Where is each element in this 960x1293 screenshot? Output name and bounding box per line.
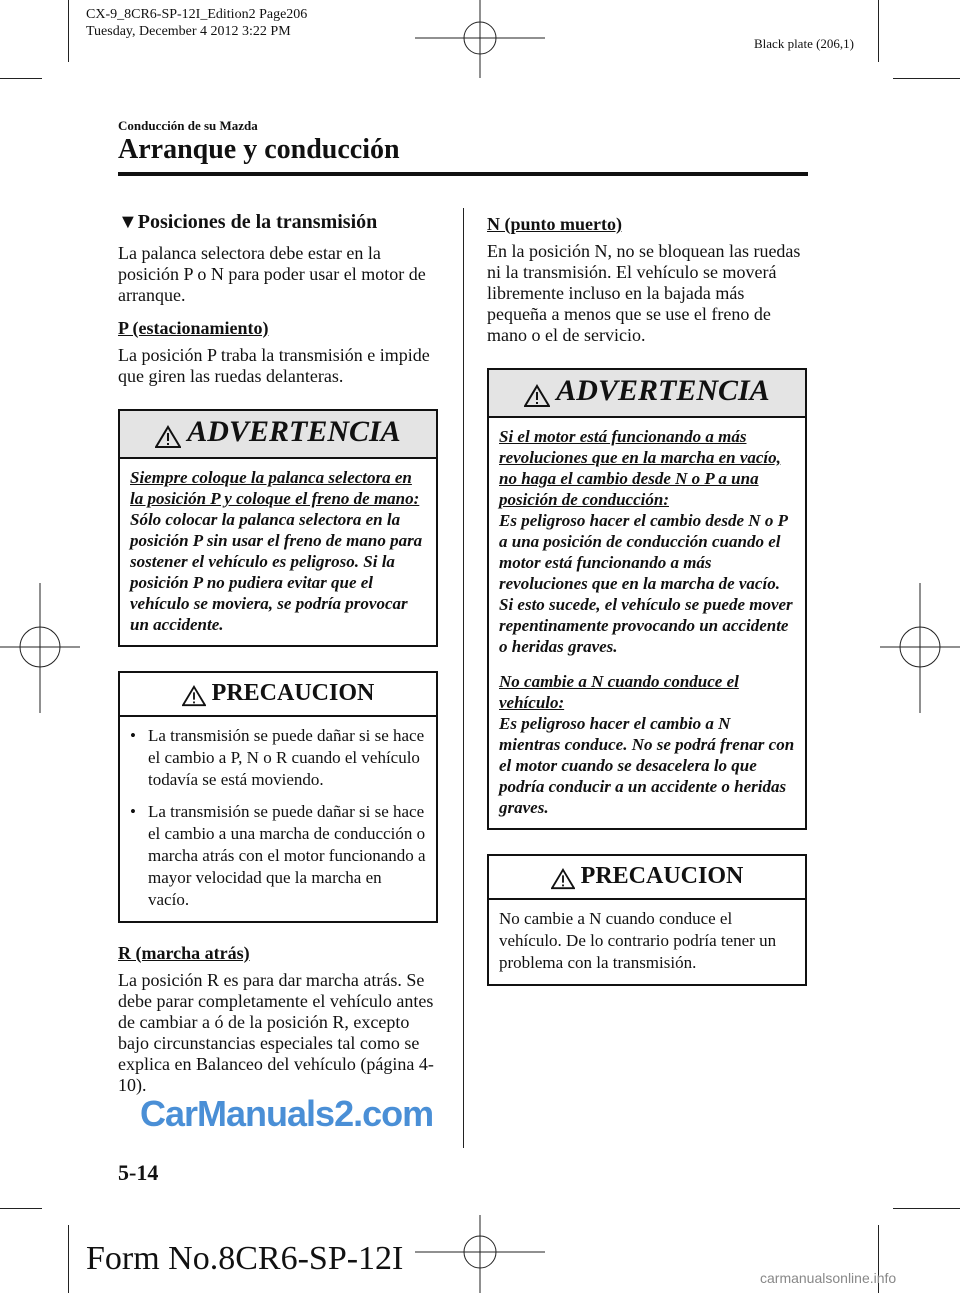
warning-triangle-icon (551, 868, 575, 890)
warning-box-left (118, 409, 438, 647)
caution-text: No cambie a N cuando conduce el vehículo. De lo contrario podría tener un problema con la transmisión. (499, 908, 777, 972)
section-heading (118, 212, 438, 233)
page-number: 5-14 (118, 1160, 159, 1185)
warning-body (120, 459, 436, 645)
crop-mark (893, 1208, 960, 1209)
caution-item-text: La transmisión se puede dañar si se hace el cambio a P, N o R cuando el vehículo todavía se está moviendo. (148, 725, 425, 789)
crop-mark (893, 78, 960, 79)
left-column (118, 212, 438, 1108)
caution-header (120, 673, 436, 717)
right-column (487, 214, 807, 1010)
caution-header (489, 856, 805, 900)
watermark-logo: CarManuals2.com (140, 1093, 434, 1134)
warning-header (489, 370, 805, 418)
watermark-site: carmanualsonline.info (760, 1270, 897, 1286)
n-paragraph: En la posición N, no se bloquean las ruedas ni la transmisión. El vehículo se moverá libremente incluso en la bajada más pequeña a menos que se use el freno de mano o el de servicio. (487, 241, 801, 345)
section-label: Conducción de su Mazda (118, 118, 258, 133)
triangle-down-icon: ▼ (118, 211, 138, 233)
caution-label: PRECAUCION (211, 679, 375, 706)
warning-triangle-icon (182, 685, 206, 707)
page-title: Arranque y conducción (118, 134, 400, 165)
warning-label: ADVERTENCIA (556, 374, 770, 407)
print-header-line1: CX-9_8CR6-SP-12I_Edition2 Page206 (86, 7, 308, 22)
caution-box-left (118, 671, 438, 923)
registration-mark-right (880, 583, 960, 713)
registration-mark-bottom (415, 1215, 545, 1293)
registration-mark-left (0, 583, 80, 713)
title-rule (118, 172, 808, 176)
intro-paragraph: La palanca selectora debe estar en la posición P o N para poder usar el motor de arranque. (118, 243, 426, 305)
crop-mark (68, 1225, 69, 1293)
print-header-line2: Tuesday, December 4 2012 3:22 PM (86, 24, 291, 39)
caution-box-right (487, 854, 807, 986)
p-paragraph: La posición P traba la transmisión e impide que giren las ruedas delanteras. (118, 345, 430, 386)
caution-item (130, 725, 426, 791)
p-heading: P (estacionamiento) (118, 318, 269, 338)
caution-body (120, 717, 436, 921)
warning-text: Es peligroso hacer el cambio desde N o P a una posición de conducción cuando el motor está funcionando a más revoluciones que en la marcha de vacío. Si esto sucede, el vehículo se puede mover repentinamente provocando un accidente o heridas graves. (499, 510, 793, 656)
column-divider (463, 208, 464, 1148)
section-heading-text: Posiciones de la transmisión (137, 211, 378, 233)
crop-mark (68, 0, 69, 62)
warning-lead: Siempre coloque la palanca selectora en la posición P y coloque el freno de mano: (130, 467, 420, 508)
form-number: Form No.8CR6-SP-12I (86, 1240, 404, 1277)
bullet-icon: • (130, 801, 136, 821)
warning-box-right (487, 368, 807, 830)
plate-label: Black plate (206,1) (754, 36, 854, 51)
warning-lead: Si el motor está funcionando a más revoluciones que en la marcha en vacío, no haga el cambio desde N o P a una posición de conducción: (499, 426, 781, 509)
warning-body (489, 418, 805, 828)
warning-text: Es peligroso hacer el cambio a N mientras conduce. No se podrá frenar con el motor cuando se desacelera lo que podría conducir a un accidente o heridas graves. (499, 713, 795, 817)
r-heading: R (marcha atrás) (118, 942, 250, 963)
crop-mark (0, 78, 42, 79)
warning-triangle-icon (155, 425, 181, 449)
crop-mark (0, 1208, 42, 1209)
caution-item (130, 801, 426, 911)
caution-item-text: La transmisión se puede dañar si se hace el cambio a una marcha de conducción o marcha atrás con el motor funcionando a mayor velocidad que la marcha en vacío. (148, 801, 426, 909)
warning-header (120, 411, 436, 459)
caution-label: PRECAUCION (580, 862, 744, 889)
print-header (86, 6, 307, 40)
warning-lead: No cambie a N cuando conduce el vehículo: (499, 671, 739, 712)
warning-label: ADVERTENCIA (187, 415, 401, 448)
r-paragraph: La posición R es para dar marcha atrás. Se debe parar completamente el vehículo antes de cambiar a ó de la posición R, excepto bajo circunstancias especiales tal como se explica en Balanceo del vehículo (página 4-10). (118, 969, 434, 1095)
warning-triangle-icon (524, 384, 550, 408)
warning-text: Sólo colocar la palanca selectora en la posición P sin usar el freno de mano para sostener el vehículo es peligroso. Si la posición P no pudiera evitar que el vehículo se moviera, se podría provocar un accidente. (130, 509, 423, 634)
bullet-icon: • (130, 725, 136, 745)
n-heading: N (punto muerto) (487, 214, 622, 234)
caution-body (489, 900, 805, 984)
registration-mark-top (415, 0, 545, 80)
crop-mark (878, 0, 879, 62)
